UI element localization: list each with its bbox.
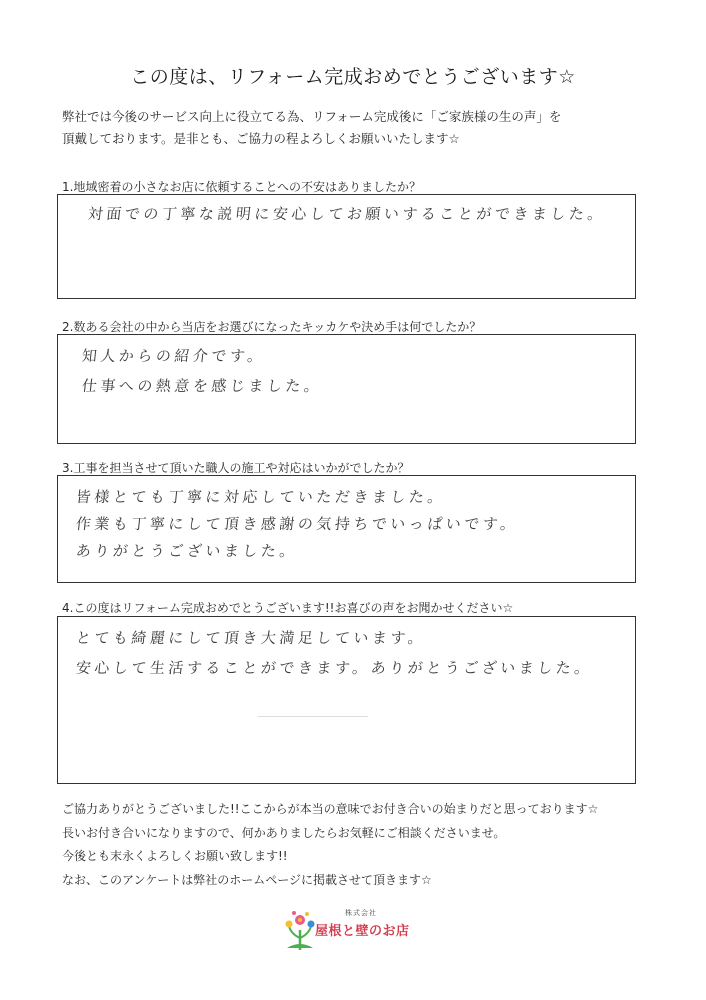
logo-company-name: 屋根と壁のお店 [315, 924, 410, 939]
answer-2-line: 知人からの紹介です。 [81, 347, 267, 365]
closing-line: 今後とも末永くよろしくお願い致します!! [62, 849, 288, 863]
closing-line: 長いお付き合いになりますので、何かありましたらお気軽にご相談くださいませ。 [62, 825, 506, 840]
closing-line: なお、このアンケートは弊社のホームページに掲載させて頂きます☆ [62, 872, 432, 887]
answer-box-2 [57, 334, 636, 444]
answer-box-4 [57, 616, 636, 784]
faint-scan-mark [258, 716, 368, 717]
question-2-label: 2.数ある会社の中から当店をお選びになったキッカケや決め手は何でしたか？ [62, 320, 482, 334]
question-3-label: 3.工事を担当させて頂いた職人の施工や対応はいかがでしたか？ [62, 461, 410, 475]
question-1-label: 1.地域密着の小さなお店に依頼することへの不安はありましたか？ [62, 180, 421, 194]
logo-company-type: 株式会社 [345, 909, 377, 917]
answer-4-line: 安心して生活することができます。ありがとうございました。 [75, 659, 594, 677]
answer-3-line: ありがとうございました。 [75, 542, 299, 560]
intro-text [62, 106, 662, 150]
answer-box-3 [57, 475, 636, 583]
answer-box-1 [57, 194, 636, 299]
intro-line: 弊社では今後のサービス向上に役立てる為、リフォーム完成後に「ご家族様の生の声」を [62, 109, 562, 124]
answer-1-line: 対面での丁寧な説明に安心してお願いすることができました。 [87, 205, 607, 223]
answer-4-line: とても綺麗にして頂き大満足しています。 [75, 629, 428, 647]
answer-3-line: 作業も丁寧にして頂き感謝の気持ちでいっぱいです。 [75, 515, 520, 533]
flower-plant-icon [283, 908, 317, 952]
page-title: この度は、リフォーム完成おめでとうございます☆ [130, 66, 576, 88]
closing-text [62, 798, 662, 892]
closing-line: ご協力ありがとうございました!!ここからが本当の意味でお付き合いの始まりだと思っております☆ [62, 802, 599, 816]
intro-line: 頂戴しております。是非とも、ご協力の程よろしくお願いいたします☆ [62, 131, 460, 146]
answer-2-line: 仕事への熱意を感じました。 [81, 377, 324, 395]
question-4-label: 4.この度はリフォーム完成おめでとうございます!!お喜びの声をお聞かせください☆ [62, 601, 514, 615]
company-logo [283, 906, 443, 956]
answer-3-line: 皆様とても丁寧に対応していただきました。 [75, 488, 447, 506]
